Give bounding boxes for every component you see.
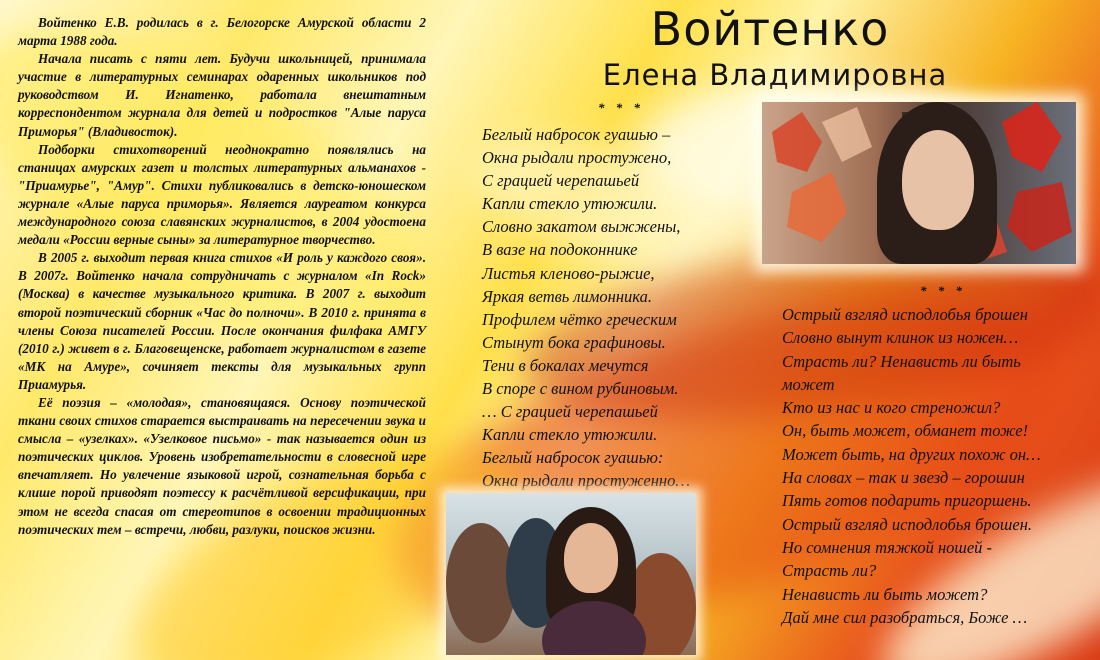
poem-line: Капли стекло утюжили.	[482, 425, 658, 445]
bio-paragraph: Войтенко Е.В. родилась в г. Белогорске Амурской области 2 марта 1988 года.	[18, 15, 426, 49]
poem-2	[782, 303, 1041, 629]
poem-line: Окна рыдали простуженно…	[482, 471, 691, 491]
poem-line: Профилем чётко греческим	[482, 309, 677, 329]
poem-line: В вазе на подоконнике	[482, 240, 638, 260]
poem-line: В споре с вином рубиновым.	[482, 379, 679, 399]
poem-1	[482, 123, 690, 493]
poem-line: Острый взгляд исподлобья брошен	[782, 305, 1028, 324]
poem-line: Пять готов подарить пригоршень.	[782, 491, 1032, 511]
face-shape	[902, 130, 974, 230]
poem-line: может	[782, 374, 835, 394]
poem-line: Капли стекло утюжили.	[482, 194, 658, 214]
poem-line: Острый взгляд исподлобья брошен.	[782, 514, 1033, 534]
bio-paragraph: В 2005 г. выходит первая книга стихов «И роль у каждого своя». В 2007г. Войтенко начала сотрудничать с журналом «In Rock» (Москва) в качестве музыкального критика. В 2007 г. выходит второй поэтический сборник «Час до полночи». В 2010 г. принята в члены Союза писателей России. После окончания филфака АМГУ (2010 г.) живет в г. Благовещенске, работает журналистом в газете «МК на Амуре», сочиняет тексты для музыкальных групп Приамурья.	[18, 250, 426, 392]
person-left-shape	[446, 523, 516, 643]
bio-paragraph: Её поэзия – «молодая», становящаяся. Основу поэтической ткани своих стихов старается выстраивать на пересечении звука и смысла – «узелках». «Узелковое письмо» - так называется один из поэтических циклов. Уровень изобретательности в словесной игре впечатляет. Но увлечение языковой игрой, сознательная борьба с клише порой приводят поэтессу к расчётливой версификации, при этом не всегда спасая от стереотипов в освоении традиционных поэтических тем – встречи, любви, разлуки, поисков жизни.	[18, 394, 426, 537]
poem-line: Но сомнения тяжкой ношей -	[782, 537, 993, 557]
poem-line: На словах – так и звезд – горошин	[782, 468, 1025, 488]
poem-line: Может быть, на других похож он…	[782, 444, 1041, 464]
poem-line: Беглый набросок гуашью:	[482, 448, 664, 468]
poem-line: Стынут бока графиновы.	[482, 332, 666, 352]
page-subtitle: Елена Владимировна	[602, 58, 948, 92]
poem-line: С грацией черепашьей	[482, 171, 640, 191]
page-title: Войтенко	[650, 2, 890, 56]
portrait-photo	[762, 102, 1076, 264]
poem-2-separator: * * *	[920, 283, 966, 298]
biography-text	[18, 14, 426, 539]
poem-1-separator: * * *	[598, 100, 644, 115]
poem-line: Словно вынут клинок из ножен…	[782, 328, 1019, 348]
face-shape	[564, 523, 618, 593]
poem-line: Страсть ли?	[782, 561, 877, 581]
poem-line: Словно закатом выжжены,	[482, 217, 681, 237]
bio-paragraph: Подборки стихотворений неоднократно появлялись на станицах амурских газет и толстых литературных альманахов - "Приамурье", "Амур". Стихи публиковались в детско-юношеском журнале «Алые паруса приморья». Является лауреатом конкурса международного союза славянских журналистов, в 2004 удостоена медали «России верные сыны» за литературное творчество.	[18, 141, 426, 248]
poem-line: Яркая ветвь лимонника.	[482, 286, 652, 306]
poem-line: Ненависть ли быть может?	[782, 584, 988, 604]
poem-line: Дай мне сил разобраться, Боже …	[782, 607, 1028, 627]
poem-line: Он, быть может, обманет тоже!	[782, 421, 1029, 441]
poem-line: Кто из нас и кого стреножил?	[782, 398, 1001, 418]
poem-line: Тени в бокалах мечутся	[482, 355, 649, 375]
poem-line: Окна рыдали простужено,	[482, 148, 672, 168]
poem-line: … С грацией черепашьей	[482, 402, 658, 422]
poem-line: Страсть ли? Ненависть ли быть	[782, 351, 1021, 371]
bio-paragraph: Начала писать с пяти лет. Будучи школьницей, принимала участие в литературных семинарах одаренных школьников под руководством И. Игнатенко, работала внештатным корреспондентом журнала для детей и подростков "Алые паруса Приморья" (Владивосток).	[18, 51, 426, 139]
poem-line: Листья кленово-рыжие,	[482, 263, 655, 283]
poem-line: Беглый набросок гуашью –	[482, 125, 671, 144]
group-photo	[446, 493, 696, 655]
